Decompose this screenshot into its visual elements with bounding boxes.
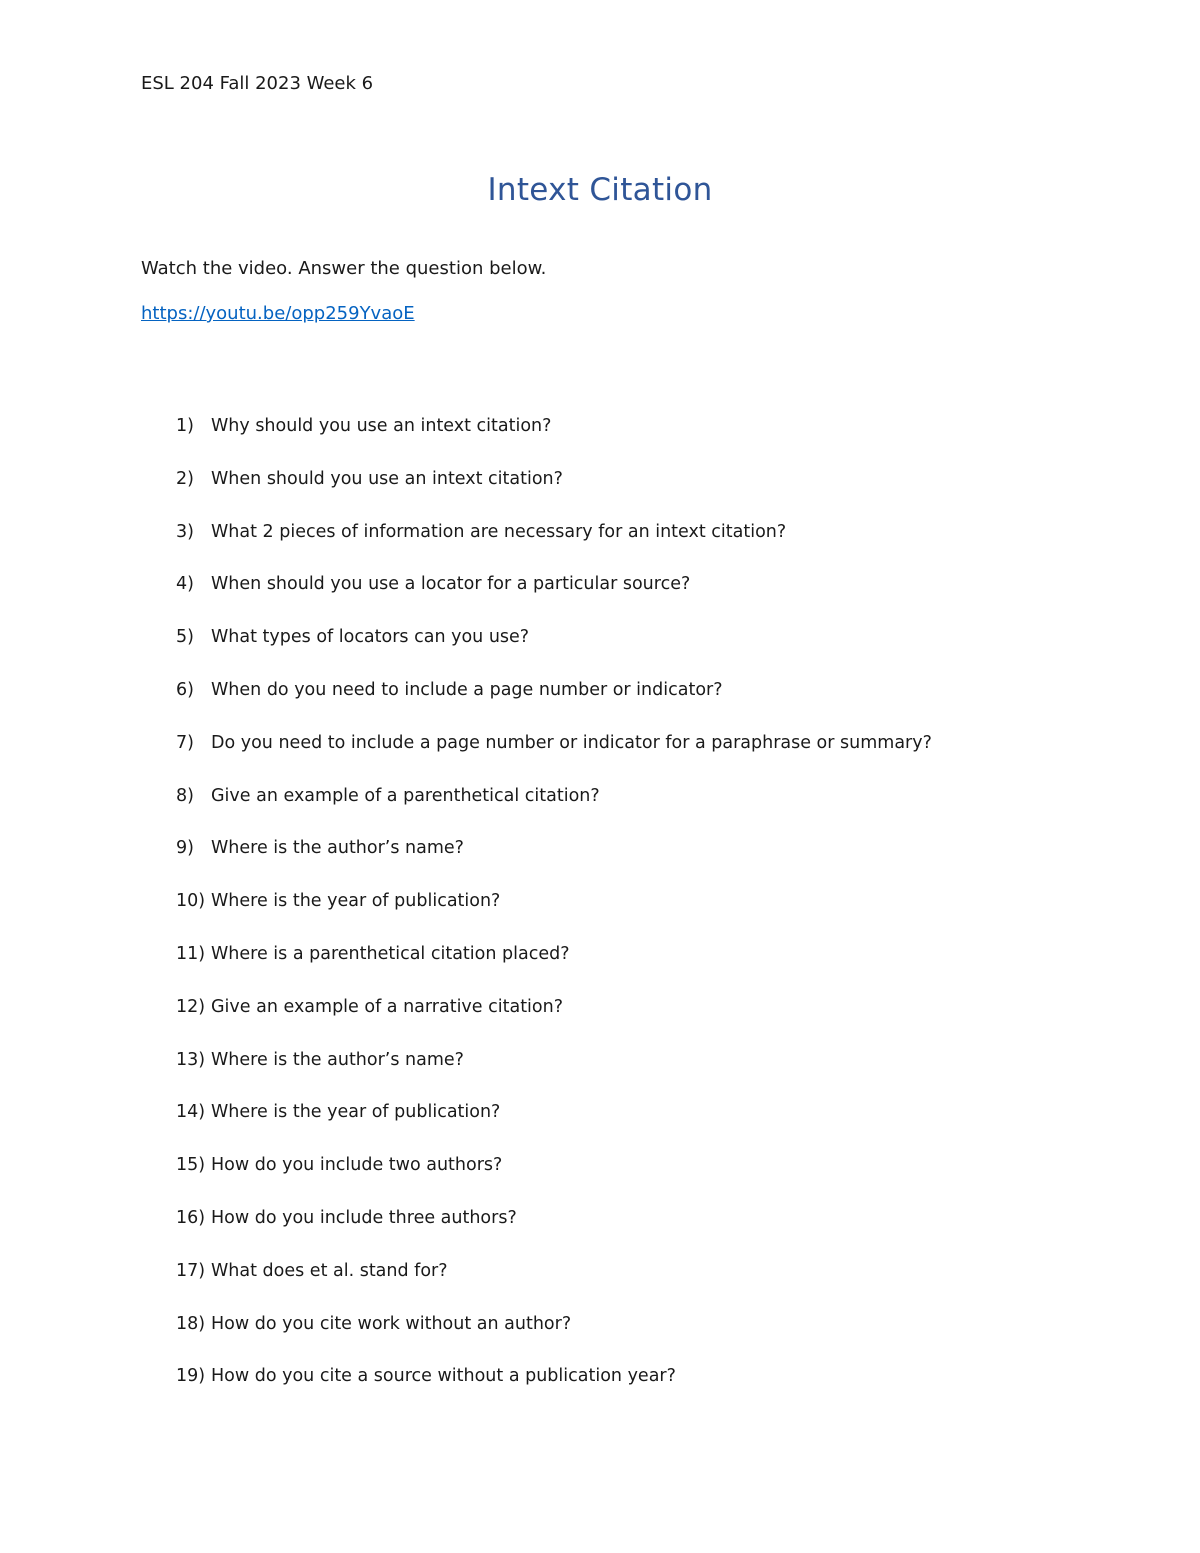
question-number: 13): [176, 1049, 206, 1070]
list-item: [176, 678, 932, 731]
question-text: Where is the author’s name?: [211, 1049, 464, 1070]
list-item: [176, 942, 932, 995]
question-text: Where is the author’s name?: [211, 838, 464, 859]
question-number: 3): [176, 521, 194, 542]
question-text: Give an example of a narrative citation?: [211, 996, 563, 1017]
list-item: [176, 520, 932, 573]
question-number: 4): [176, 574, 194, 595]
question-text: Where is a parenthetical citation placed?: [211, 943, 570, 964]
question-number: 17): [176, 1260, 206, 1281]
list-item: [176, 731, 932, 784]
question-text: When do you need to include a page number or indicator?: [211, 679, 723, 700]
question-number: 16): [176, 1207, 206, 1228]
question-number: 5): [176, 627, 194, 648]
question-number: 15): [176, 1155, 206, 1176]
page-header: ESL 204 Fall 2023 Week 6: [141, 73, 374, 94]
list-item: [176, 572, 932, 625]
list-item: [176, 1153, 932, 1206]
question-text: When should you use a locator for a particular source?: [211, 574, 691, 595]
question-text: What does et al. stand for?: [211, 1260, 448, 1281]
question-text: What 2 pieces of information are necessary for an intext citation?: [211, 521, 787, 542]
list-item: [176, 836, 932, 889]
question-text: What types of locators can you use?: [211, 627, 530, 648]
list-item: [176, 1048, 932, 1101]
question-text: Where is the year of publication?: [211, 891, 501, 912]
question-number: 18): [176, 1313, 206, 1334]
question-number: 1): [176, 416, 194, 436]
question-number: 14): [176, 1102, 206, 1123]
list-item: [176, 1100, 932, 1153]
question-number: 10): [176, 891, 206, 912]
question-text: How do you include two authors?: [211, 1155, 503, 1176]
question-text: Why should you use an intext citation?: [211, 416, 552, 436]
instruction-text: Watch the video. Answer the question below.: [141, 258, 547, 279]
question-text: Give an example of a parenthetical citation?: [211, 785, 600, 806]
question-number: 2): [176, 468, 194, 489]
list-item: [176, 784, 932, 837]
question-number: 8): [176, 785, 194, 806]
list-item: [176, 1312, 932, 1365]
question-number: 11): [176, 943, 206, 964]
question-text: How do you cite a source without a publication year?: [211, 1366, 676, 1387]
question-text: Where is the year of publication?: [211, 1102, 501, 1123]
question-number: 7): [176, 732, 194, 753]
page-title: Intext Citation: [487, 172, 713, 208]
question-text: When should you use an intext citation?: [211, 468, 563, 489]
question-text: How do you cite work without an author?: [211, 1313, 572, 1334]
list-item: [176, 625, 932, 678]
question-list: [176, 414, 932, 1417]
question-number: 9): [176, 838, 194, 859]
question-number: 19): [176, 1366, 206, 1387]
list-item: [176, 1206, 932, 1259]
list-item: [176, 889, 932, 942]
list-item: [176, 414, 932, 467]
question-number: 6): [176, 679, 194, 700]
video-link[interactable]: https://youtu.be/opp259YvaoE: [141, 303, 415, 324]
question-text: Do you need to include a page number or indicator for a paraphrase or summary?: [211, 732, 932, 753]
list-item: [176, 467, 932, 520]
list-item: [176, 995, 932, 1048]
question-text: How do you include three authors?: [211, 1207, 517, 1228]
list-item: [176, 1259, 932, 1312]
question-number: 12): [176, 996, 206, 1017]
list-item: [176, 1364, 932, 1417]
